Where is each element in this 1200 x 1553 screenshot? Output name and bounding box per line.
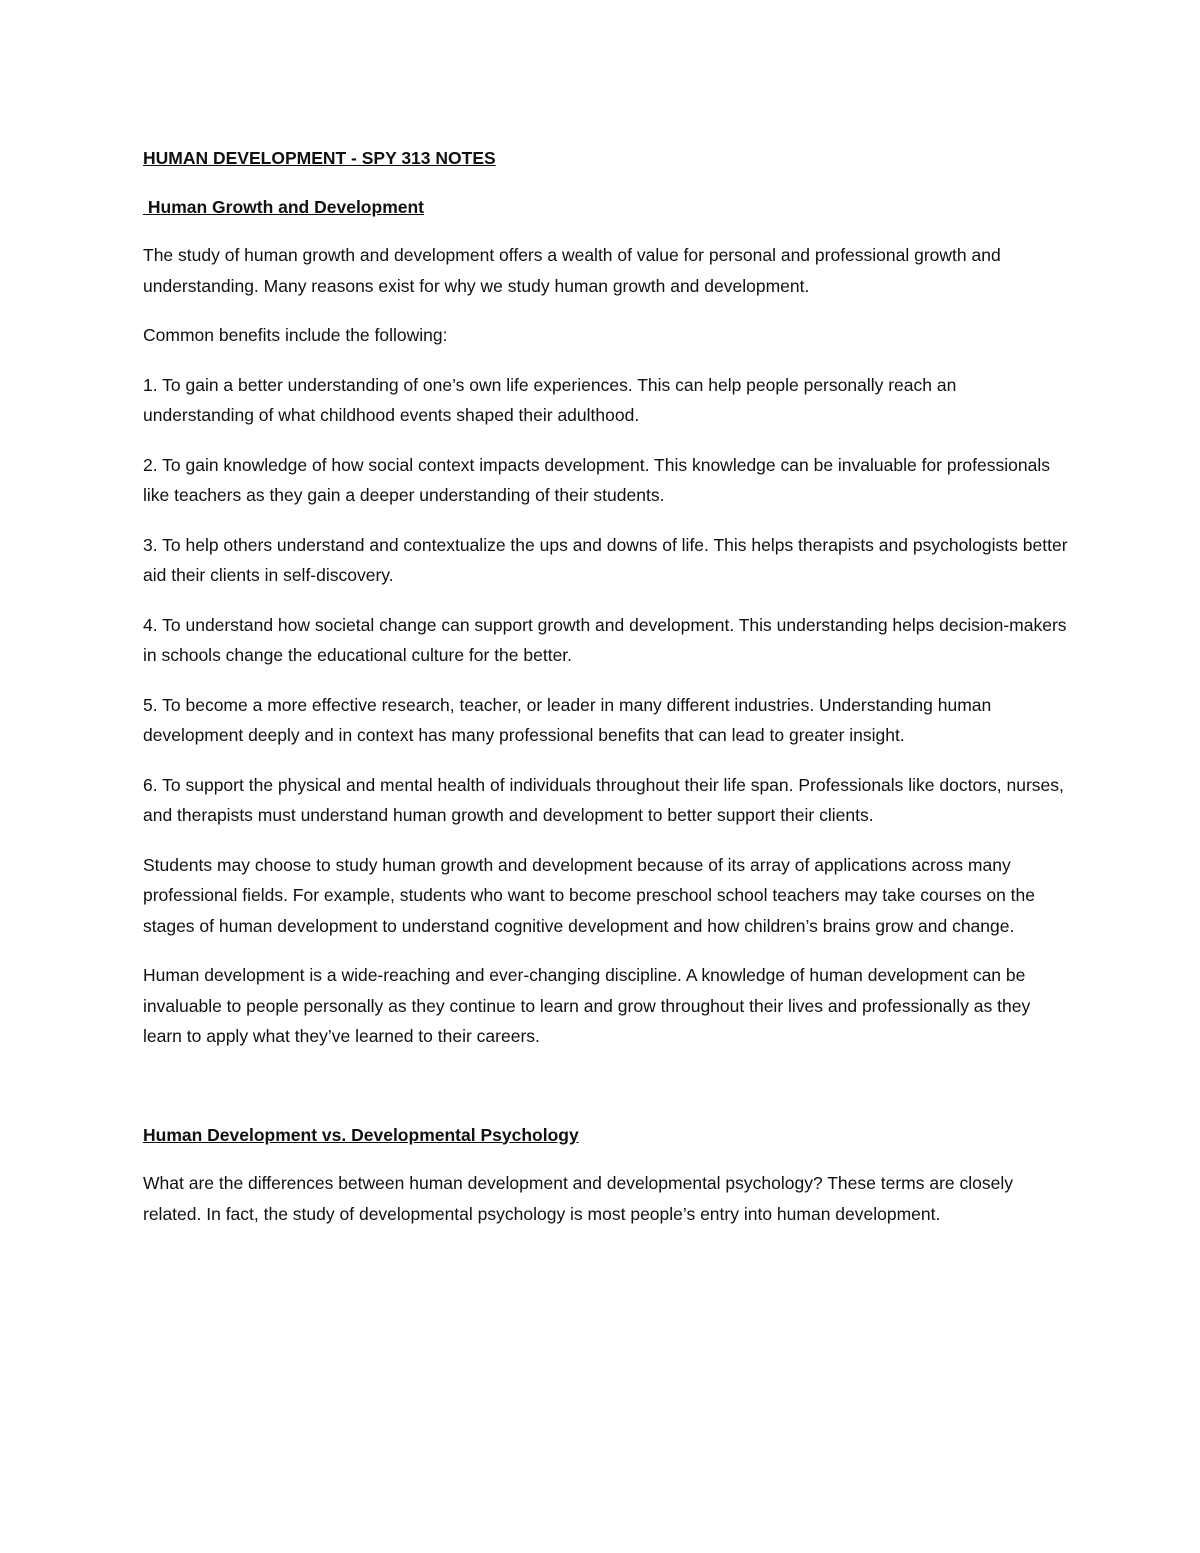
- benefit-item-2: 2. To gain knowledge of how social context impacts development. This knowledge can be invaluable for professionals like teachers as they gain a deeper understanding of their students.: [143, 454, 1050, 505]
- benefits-lead: Common benefits include the following:: [143, 325, 448, 345]
- benefit-item-6: 6. To support the physical and mental health of individuals throughout their life span. Professionals like doctors, nurses, and therapists must understand human growth and development to better support their clients.: [143, 774, 1064, 825]
- document-page: [143, 143, 1068, 1248]
- benefit-item-3: 3. To help others understand and contextualize the ups and downs of life. This helps therapists and psychologists better aid their clients in self-discovery.: [143, 534, 1068, 585]
- differences-paragraph: What are the differences between human development and developmental psychology? These terms are closely related. In fact, the study of developmental psychology is most people’s entry into human development.: [143, 1173, 1014, 1224]
- benefit-item-1: 1. To gain a better understanding of one’s own life experiences. This can help people personally reach an understanding of what childhood events shaped their adulthood.: [143, 374, 957, 425]
- section-heading-vs: Human Development vs. Developmental Psychology: [143, 1124, 579, 1145]
- intro-paragraph: The study of human growth and development offers a wealth of value for personal and professional growth and understanding. Many reasons exist for why we study human growth and development.: [143, 245, 1001, 296]
- benefit-item-4: 4. To understand how societal change can support growth and development. This understanding helps decision-makers in schools change the educational culture for the better.: [143, 614, 1067, 665]
- document-title: HUMAN DEVELOPMENT - SPY 313 NOTES: [143, 148, 496, 168]
- students-paragraph: Students may choose to study human growth and development because of its array of applications across many professional fields. For example, students who want to become preschool school teachers may take courses on the stages of human development to understand cognitive development and how children’s brains grow and change.: [143, 854, 1035, 936]
- benefit-item-5: 5. To become a more effective research, teacher, or leader in many different industries. Understanding human development deeply and in context has many professional benefits that can lead to greater insight.: [143, 694, 992, 745]
- section-spacer: [143, 1071, 1068, 1120]
- discipline-paragraph: Human development is a wide-reaching and ever-changing discipline. A knowledge of human development can be invaluable to people personally as they continue to learn and grow throughout their lives and professionally as they learn to apply what they’ve learned to their careers.: [143, 965, 1031, 1046]
- section-heading-growth: Human Growth and Development: [143, 196, 424, 217]
